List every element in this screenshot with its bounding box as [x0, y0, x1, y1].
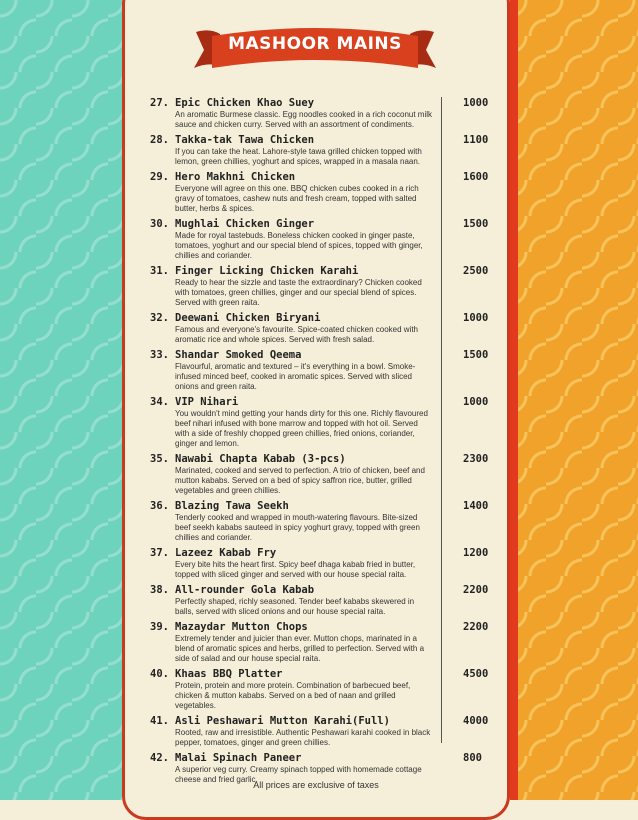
tax-note: All prices are exclusive of taxes	[253, 780, 379, 790]
menu-item	[150, 453, 490, 496]
menu-list	[150, 97, 490, 789]
item-description: Famous and everyone's favourite. Spice-coated chicken cooked with aromatic rice and whole spices. Served with fresh salad.	[175, 325, 418, 344]
menu-item	[150, 171, 490, 214]
item-name: Malai Spinach Paneer	[175, 752, 302, 764]
item-number: 30.	[150, 218, 169, 230]
item-number: 37.	[150, 547, 169, 559]
item-name: All-rounder Gola Kabab	[175, 584, 315, 596]
item-number: 36.	[150, 500, 169, 512]
item-description: Rooted, raw and irresistible. Authentic Peshawari karahi cooked in black pepper, tomatoes, ginger and green chillies.	[175, 728, 431, 747]
title-banner	[190, 22, 440, 82]
menu-item	[150, 265, 490, 308]
item-name: Epic Chicken Khao Suey	[175, 97, 315, 109]
item-number: 42.	[150, 752, 169, 764]
item-price: 1500	[463, 349, 489, 361]
menu-item	[150, 396, 490, 449]
item-number: 31.	[150, 265, 169, 277]
item-number: 29.	[150, 171, 169, 183]
item-price: 4500	[463, 668, 489, 680]
item-description: Extremely tender and juicier than ever. Mutton chops, marinated in a blend of aromatic spices and herbs, grilled to perfection. Served with a side of salad and our house special raita.	[175, 634, 425, 663]
item-price: 4000	[463, 715, 489, 727]
item-name: Blazing Tawa Seekh	[175, 500, 289, 512]
item-number: 38.	[150, 584, 169, 596]
item-description: Made for royal tastebuds. Boneless chicken cooked in ginger paste, tomatoes, yoghurt and our special blend of spices, topped with ginger, chillies and coriander.	[175, 231, 423, 260]
menu-item	[150, 500, 490, 543]
item-name: VIP Nihari	[175, 396, 239, 408]
item-description: If you can take the heat. Lahore-style tawa grilled chicken topped with lemon, green chillies, yoghurt and spices, wrapped in a masala naan.	[175, 147, 422, 166]
item-price: 1600	[463, 171, 489, 183]
item-number: 41.	[150, 715, 169, 727]
item-number: 33.	[150, 349, 169, 361]
menu-item	[150, 584, 490, 617]
item-number: 27.	[150, 97, 169, 109]
item-price: 1000	[463, 97, 489, 109]
item-name: Takka-tak Tawa Chicken	[175, 134, 315, 146]
item-description: A superior veg curry. Creamy spinach topped with homemade cottage cheese and fried garlic.	[175, 765, 422, 784]
item-price: 1500	[463, 218, 489, 230]
menu-item	[150, 312, 490, 345]
item-name: Shandar Smoked Qeema	[175, 349, 302, 361]
menu-item	[150, 218, 490, 261]
item-description: You wouldn't mind getting your hands dirty for this one. Richly flavoured beef nihari infused with bone marrow and topped with hot oil. Served with a side of freshly chopped green chillies, fried onions, coriander, ginger and lemon.	[175, 409, 428, 448]
menu-item	[150, 134, 490, 167]
menu-item	[150, 349, 490, 392]
item-number: 35.	[150, 453, 169, 465]
right-pattern-border	[510, 0, 638, 800]
left-pattern-border	[0, 0, 122, 800]
item-description: Tenderly cooked and wrapped in mouth-watering flavours. Bite-sized beef seekh kababs sauteed in spicy yoghurt gravy, topped with green chillies and coriander.	[175, 513, 420, 542]
menu-item	[150, 715, 490, 748]
item-number: 28.	[150, 134, 169, 146]
item-number: 39.	[150, 621, 169, 633]
item-description: Everyone will agree on this one. BBQ chicken cubes cooked in a rich gravy of tomatoes, cashew nuts and fresh cream, topped with salted butter, herbs & spices.	[175, 184, 419, 213]
item-price: 1000	[463, 312, 489, 324]
item-description: Flavourful, aromatic and textured – it's everything in a bowl. Smoke-infused minced beef, cooked in aromatic spices. Served with sliced onions and green raita.	[175, 362, 416, 391]
menu-item	[150, 621, 490, 664]
item-name: Finger Licking Chicken Karahi	[175, 265, 359, 277]
menu-item	[150, 547, 490, 580]
item-number: 40.	[150, 668, 169, 680]
item-name: Hero Makhni Chicken	[175, 171, 296, 183]
item-price: 2500	[463, 265, 489, 277]
item-description: Perfectly shaped, richly seasoned. Tender beef kababs skewered in balls, served with sliced onions and our house special raita.	[175, 597, 415, 616]
item-name: Nawabi Chapta Kabab (3-pcs)	[175, 453, 346, 465]
item-name: Lazeez Kabab Fry	[175, 547, 277, 559]
item-description: Protein, protein and more protein. Combination of barbecued beef, chicken & mutton kababs. Served on a bed of naan and grilled vegetables.	[175, 681, 411, 710]
item-name: Khaas BBQ Platter	[175, 668, 283, 680]
item-name: Deewani Chicken Biryani	[175, 312, 321, 324]
item-number: 34.	[150, 396, 169, 408]
page-title: MASHOOR MAINS	[228, 34, 402, 54]
item-number: 32.	[150, 312, 169, 324]
item-description: Every bite hits the heart first. Spicy beef dhaga kabab fried in butter, topped with sliced ginger and served with our house special raita.	[175, 560, 416, 579]
item-price: 2300	[463, 453, 489, 465]
item-price: 800	[463, 752, 482, 764]
item-price: 1200	[463, 547, 489, 559]
item-description: Ready to hear the sizzle and taste the extraordinary? Chicken cooked with tomatoes, green chillies, ginger and our special blend of spices. Served with green raita.	[175, 278, 422, 307]
item-price: 2200	[463, 621, 489, 633]
item-description: Marinated, cooked and served to perfection. A trio of chicken, beef and mutton kababs. Served on a bed of spicy saffron rice, butter, grilled vegetables and green chillies.	[175, 466, 425, 495]
item-price: 1000	[463, 396, 489, 408]
item-name: Mazaydar Mutton Chops	[175, 621, 308, 633]
menu-item	[150, 668, 490, 711]
item-price: 1100	[463, 134, 489, 146]
item-price: 2200	[463, 584, 489, 596]
item-description: An aromatic Burmese classic. Egg noodles cooked in a rich coconut milk sauce and chicken curry. Served with an assortment of condiments.	[175, 110, 433, 129]
item-price: 1400	[463, 500, 489, 512]
menu-item	[150, 97, 490, 130]
item-name: Mughlai Chicken Ginger	[175, 218, 315, 230]
item-name: Asli Peshawari Mutton Karahi(Full)	[175, 715, 390, 727]
